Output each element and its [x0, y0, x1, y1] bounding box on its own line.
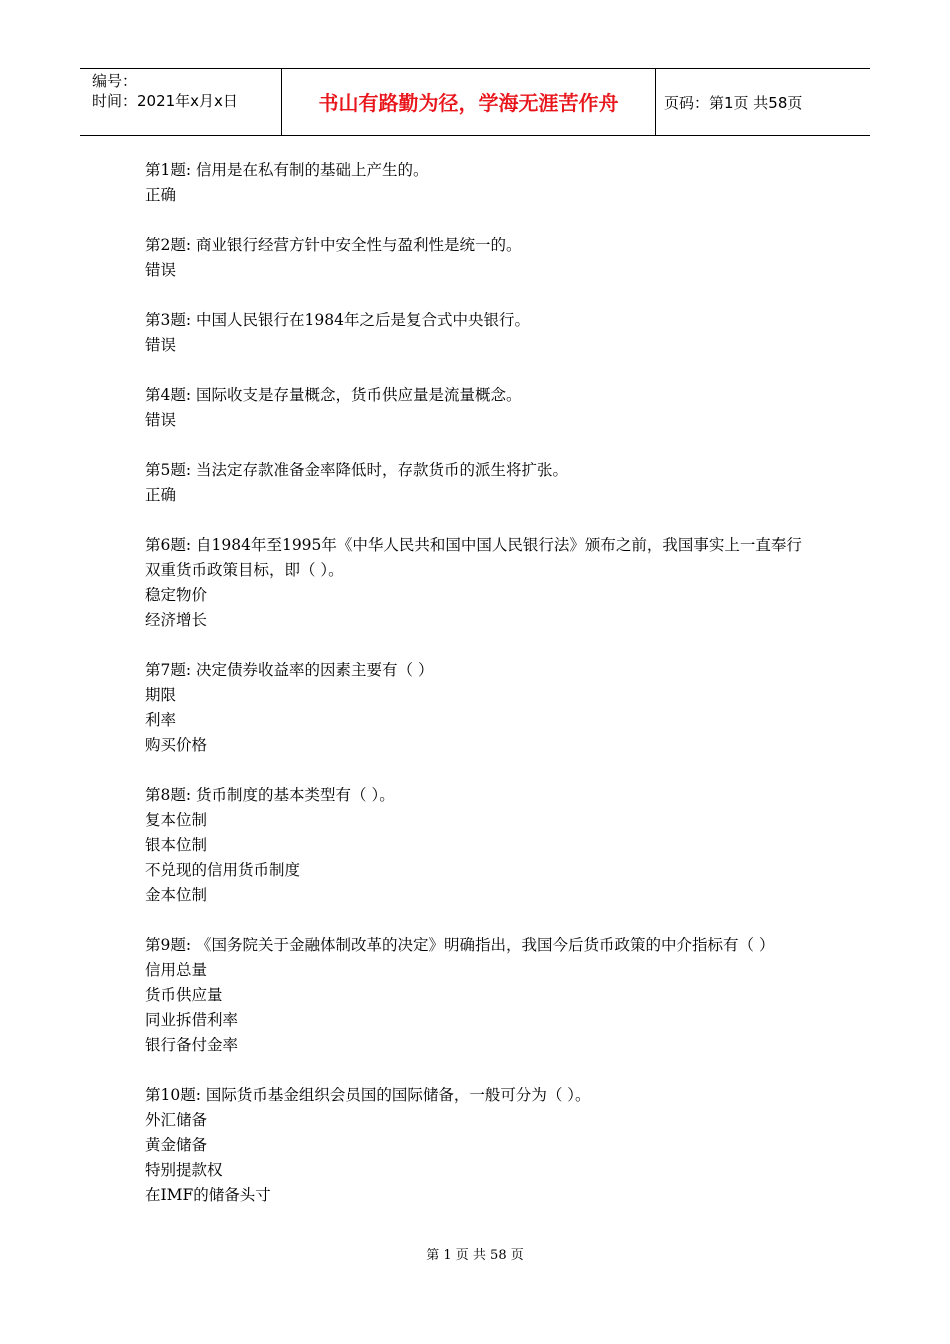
answer-line: 在IMF的储备头寸	[145, 1186, 271, 1204]
question-text: 第10题: 国际货币基金组织会员国的国际储备，一般可分为（ ）。	[145, 1086, 591, 1104]
answer-line: 购买价格	[145, 736, 208, 754]
question-text: 第9题: 《国务院关于金融体制改革的决定》明确指出，我国今后货币政策的中介指标有（ ）	[145, 936, 775, 954]
question-text: 第5题: 当法定存款准备金率降低时，存款货币的派生将扩张。	[145, 461, 569, 479]
header-motto: 书山有路勤为径，学海无涯苦作舟	[318, 91, 619, 115]
question-text: 第6题: 自1984年至1995年《中华人民共和国中国人民银行法》颁布之前，我国事实上一直奉行双重货币政策目标，即（ ）。	[145, 536, 802, 579]
question-text: 第1题: 信用是在私有制的基础上产生的。	[145, 161, 429, 179]
question-text: 第7题: 决定债券收益率的因素主要有（ ）	[145, 661, 434, 679]
answer-line: 错误	[145, 261, 177, 279]
answer-line: 利率	[145, 711, 177, 729]
answer-line: 正确	[145, 186, 177, 204]
page-footer: 第 1 页 共 58 页	[426, 1248, 524, 1263]
question-block	[145, 533, 815, 633]
answer-line: 货币供应量	[145, 986, 223, 1004]
question-block	[145, 658, 815, 758]
answer-line: 银行备付金率	[145, 1036, 239, 1054]
question-text: 第2题: 商业银行经营方针中安全性与盈利性是统一的。	[145, 236, 522, 254]
document-date: 时间：2021年x月x日	[92, 92, 238, 110]
question-block	[145, 783, 815, 908]
question-block	[145, 458, 815, 508]
answer-line: 期限	[145, 686, 177, 704]
header-left-cell	[80, 69, 280, 135]
answer-line: 经济增长	[145, 611, 208, 629]
question-text: 第3题: 中国人民银行在1984年之后是复合式中央银行。	[145, 311, 530, 329]
question-block	[145, 158, 815, 208]
answer-line: 错误	[145, 411, 177, 429]
question-text: 第8题: 货币制度的基本类型有（ ）。	[145, 786, 395, 804]
header-middle-cell	[281, 69, 656, 135]
question-block	[145, 1083, 815, 1208]
answer-line: 复本位制	[145, 811, 208, 829]
header-right-cell	[656, 69, 870, 135]
answer-line: 特别提款权	[145, 1161, 223, 1179]
answer-line: 不兑现的信用货币制度	[145, 861, 301, 879]
answer-line: 信用总量	[145, 961, 208, 979]
question-list	[145, 158, 815, 1233]
answer-line: 正确	[145, 486, 177, 504]
answer-line: 同业拆借利率	[145, 1011, 239, 1029]
answer-line: 银本位制	[145, 836, 208, 854]
answer-line: 黄金储备	[145, 1136, 208, 1154]
answer-line: 错误	[145, 336, 177, 354]
answer-line: 稳定物价	[145, 586, 208, 604]
answer-line: 外汇储备	[145, 1111, 208, 1129]
answer-line: 金本位制	[145, 886, 208, 904]
question-text: 第4题: 国际收支是存量概念，货币供应量是流量概念。	[145, 386, 522, 404]
header-page-number: 页码：第1页 共58页	[664, 94, 803, 112]
question-block	[145, 233, 815, 283]
question-block	[145, 933, 815, 1058]
page-header	[80, 68, 870, 136]
question-block	[145, 383, 815, 433]
document-number-label: 编号：	[92, 72, 138, 90]
question-block	[145, 308, 815, 358]
